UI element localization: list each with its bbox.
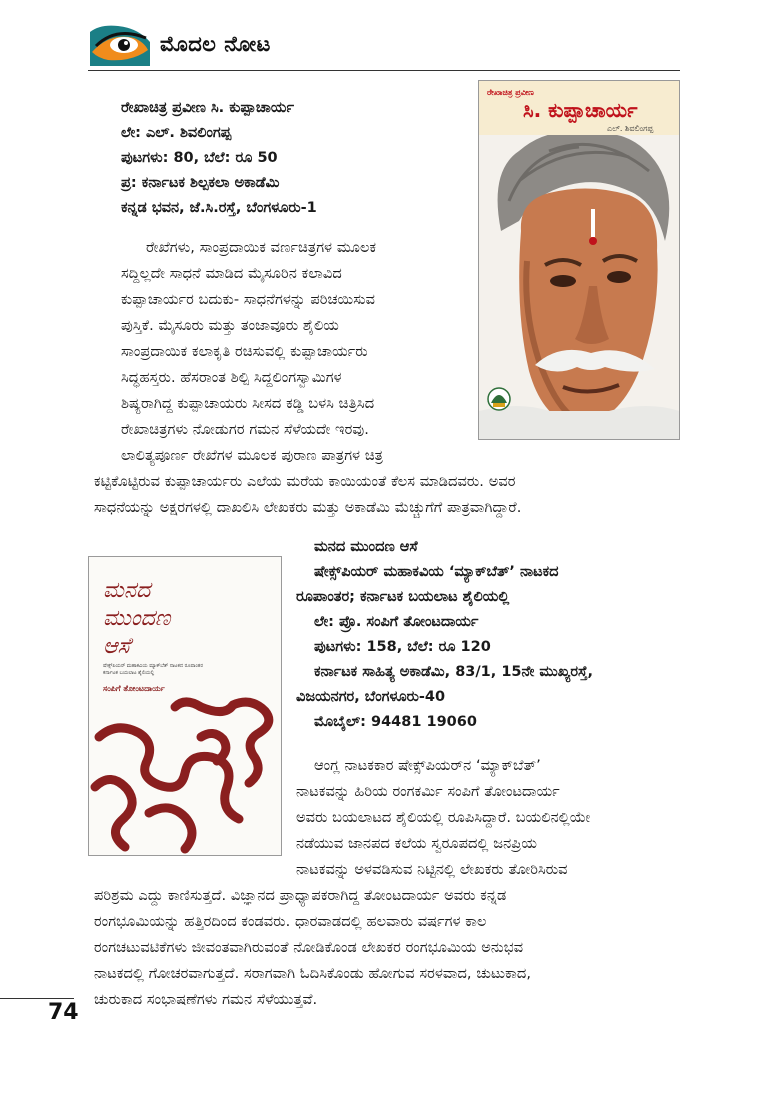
book2-address: ವಿಜಯನಗರ, ಬೆಂಗಳೂರು-40: [296, 689, 446, 705]
book1-review-line: ಶಿಷ್ಯರಾಗಿದ್ದ ಕುಪ್ಪಾಚಾಯರು ಸೀಸದ ಕಡ್ಡಿ ಬಳಸಿ ಚಿತ್ರಿಸಿದ: [121, 396, 375, 412]
book1-review-line: ಸದ್ದಿಲ್ಲದೇ ಸಾಧನೆ ಮಾಡಿದ ಮೈಸೂರಿನ ಕಲಾವಿದ: [121, 266, 342, 282]
book1-review-line: ಸಿದ್ಧಹಸ್ತರು. ಹೆಸರಾಂತ ಶಿಲ್ಪಿ ಸಿದ್ದಲಿಂಗಸ್ವಾಮಿಗಳ: [121, 370, 342, 386]
book2-review-line: ರಂಗಚಟುವಟಿಕೆಗಳು ಜೀವಂತವಾಗಿರುವಂತೆ ನೋಡಿಕೊಂಡ ಲೇಖಕರ ರಂಗಭೂಮಿಯ ಅನುಭವ: [94, 940, 524, 956]
book2-cover: [88, 556, 282, 856]
book1-cover: [478, 80, 680, 440]
footer-divider: [0, 998, 74, 999]
book1-title: ರೇಖಾಚಿತ್ರ ಪ್ರವೀಣ ಸಿ. ಕುಪ್ಪಾಚಾರ್ಯ: [121, 100, 294, 116]
book2-review-line: ರಂಗಭೂಮಿಯನ್ನು ಹತ್ತಿರದಿಂದ ಕಂಡವರು. ಧಾರವಾಡದಲ್ಲಿ ಹಲವಾರು ವರ್ಷಗಳ ಕಾಲ: [94, 914, 487, 930]
page-header: [88, 22, 678, 70]
book1-cover-title: ಸಿ. ಕುಪ್ಪಾಚಾರ್ಯ: [523, 98, 638, 122]
book1-review-line: ಪುಸ್ತಿಕೆ. ಮೈಸೂರು ಮತ್ತು ತಂಜಾವೂರು ಶೈಲಿಯ: [121, 318, 339, 334]
book2-cover-author: ಸಂಪಿಗೆ ತೋಂಟದಾರ್ಯ: [103, 684, 165, 693]
book2-pages-price: ಪುಟಗಳು: 158, ಬೆಲೆ: ರೂ 120: [314, 639, 491, 655]
book2-title: ಮನದ ಮುಂದಣ ಆಸೆ: [314, 539, 418, 555]
book1-review-line: ರೇಖಾಚಿತ್ರಗಳು ನೋಡುಗರ ಗಮನ ಸೆಳೆಯದೇ ಇರವು.: [121, 422, 369, 438]
book1-review-line: ರೇಖೆಗಳು, ಸಾಂಪ್ರದಾಯಿಕ ವರ್ಣಚಿತ್ರಗಳ ಮೂಲಕ: [146, 240, 377, 256]
book1-publisher: ಪ್ರ: ಕರ್ನಾಟಕ ಶಿಲ್ಪಕಲಾ ಅಕಾಡೆಮಿ: [121, 175, 280, 191]
book2-review-line: ನಾಟಕದಲ್ಲಿ ಗೋಚರವಾಗುತ್ತದೆ. ಸರಾಗವಾಗಿ ಓದಿಸಿಕೊಂಡು ಹೋಗುವ ಸರಳವಾದ, ಚುಟುಕಾದ,: [94, 966, 532, 982]
book2-review-line: ಚುರುಕಾದ ಸಂಭಾಷಣೆಗಳು ಗಮನ ಸೆಳೆಯುತ್ತವೆ.: [94, 992, 318, 1008]
book1-cover-author: ಎಲ್. ಶಿವಲಿಂಗಪ್ಪ: [607, 124, 654, 133]
book1-address: ಕನ್ನಡ ಭವನ, ಜೆ.ಸಿ.ರಸ್ತೆ, ಬೆಂಗಳೂರು-1: [121, 200, 317, 216]
book2-subtitle: ಷೇಕ್ಸ್‌ಪಿಯರ್ ಮಹಾಕವಿಯ ‘ಮ್ಯಾಕ್‌ಬೆತ್’ ನಾಟಕದ: [314, 564, 559, 580]
publisher-emblem-icon: [488, 388, 510, 410]
section-title: ಮೊದಲ ನೋಟ: [160, 32, 271, 56]
book2-cover-subtitle: ಷೇಕ್ಸ್‌ಪಿಯರ್ ಮಹಾಕವಿಯ ಮ್ಯಾಕ್‌ಬೆತ್ ನಾಟಕದ ರೂಪಾಂತರ: [103, 663, 203, 669]
eye-logo-icon: [88, 22, 152, 70]
book1-author: ಲೇ: ಎಲ್. ಶಿವಲಿಂಗಪ್ಪ: [121, 125, 232, 141]
book2-review-line: ಪರಿಶ್ರಮ ಎದ್ದು ಕಾಣಿಸುತ್ತದೆ. ವಿಜ್ಞಾನದ ಪ್ರಾಧ್ಯಾಪಕರಾಗಿದ್ದ ತೋಂಟದಾರ್ಯ ಅವರು ಕನ್ನಡ: [94, 888, 507, 904]
page-number: 74: [48, 1000, 79, 1025]
book2-cover-title-line: ಆಸೆ: [103, 634, 131, 659]
book2-mobile: ಮೊಬೈಲ್: 94481 19060: [314, 714, 477, 730]
book1-cover-kicker: ರೇಖಾಚಿತ್ರ ಪ್ರವೀಣ: [487, 88, 534, 97]
book2-cover-title-line: ಮುಂದಣ: [103, 606, 171, 631]
book2-cover-art: [89, 557, 281, 855]
header-divider: [88, 70, 680, 71]
book2-cover-subtitle: ಕರ್ನಾಟಕ ಬಯಲಾಟ ಶೈಲಿಯಲ್ಲಿ: [103, 670, 155, 676]
book2-review-line: ನಡೆಯುವ ಜಾನಪದ ಕಲೆಯ ಸ್ವರೂಪದಲ್ಲಿ ಜನಪ್ರಿಯ: [296, 836, 537, 852]
book2-author: ಲೇ: ಪ್ರೊ. ಸಂಪಿಗೆ ತೋಂಟದಾರ್ಯ: [314, 614, 479, 630]
book2-cover-title-line: ಮನದ: [103, 578, 151, 603]
book1-pages-price: ಪುಟಗಳು: 80, ಬೆಲೆ: ರೂ 50: [121, 150, 278, 166]
book2-publisher: ಕರ್ನಾಟಕ ಸಾಹಿತ್ಯ ಅಕಾಡೆಮಿ, 83/1, 15ನೇ ಮುಖ್ಯರಸ್ತೆ,: [314, 664, 594, 680]
book2-subtitle-cont: ರೂಪಾಂತರ; ಕರ್ನಾಟಕ ಬಯಲಾಟ ಶೈಲಿಯಲ್ಲಿ: [296, 589, 510, 605]
book2-review-line: ಆಂಗ್ಲ ನಾಟಕಕಾರ ಷೇಕ್ಸ್‌ಪಿಯರ್‌ನ ‘ಮ್ಯಾಕ್‌ಬೆತ್’: [314, 758, 541, 774]
book1-cover-art: [479, 81, 679, 439]
book1-review-line: ಸಾಂಪ್ರದಾಯಿಕ ಕಲಾಕೃತಿ ರಚಿಸುವಲ್ಲಿ ಕುಪ್ಪಾಚಾರ್ಯರು: [121, 344, 368, 360]
book2-review-line: ಅವರು ಬಯಲಾಟದ ಶೈಲಿಯಲ್ಲಿ ರೂಪಿಸಿದ್ದಾರೆ. ಬಯಲಿನಲ್ಲಿಯೇ: [296, 810, 591, 826]
book2-review-line: ನಾಟಕವನ್ನು ಅಳವಡಿಸುವ ನಿಟ್ಟಿನಲ್ಲಿ ಲೇಖಕರು ತೋರಿಸಿರುವ: [296, 862, 568, 878]
book1-review-line: ಸಾಧನೆಯನ್ನು ಅಕ್ಷರಗಳಲ್ಲಿ ದಾಖಲಿಸಿ ಲೇಖಕರು ಮತ್ತು ಅಕಾಡೆಮಿ ಮೆಚ್ಚುಗೆಗೆ ಪಾತ್ರವಾಗಿದ್ದಾರೆ.: [94, 500, 522, 516]
book2-review-line: ನಾಟಕವನ್ನು ಹಿರಿಯ ರಂಗಕರ್ಮಿ ಸಂಪಿಗೆ ತೋಂಟದಾರ್ಯ: [296, 784, 560, 800]
book1-review-line: ಲಾಲಿತ್ಯಪೂರ್ಣ ರೇಖೆಗಳ ಮೂಲಕ ಪುರಾಣ ಪಾತ್ರಗಳ ಚಿತ್ರ: [121, 448, 384, 464]
book1-review-line: ಕಟ್ಟಿಕೊಟ್ಟಿರುವ ಕುಪ್ಪಾಚಾರ್ಯರು ಎಲೆಯ ಮರೆಯ ಕಾಯಿಯಂತೆ ಕೆಲಸ ಮಾಡಿದವರು. ಅವರ: [94, 474, 516, 490]
book1-review-line: ಕುಪ್ಪಾಚಾರ್ಯರ ಬದುಕು- ಸಾಧನೆಗಳನ್ನು ಪರಿಚಯಿಸುವ: [121, 292, 376, 308]
